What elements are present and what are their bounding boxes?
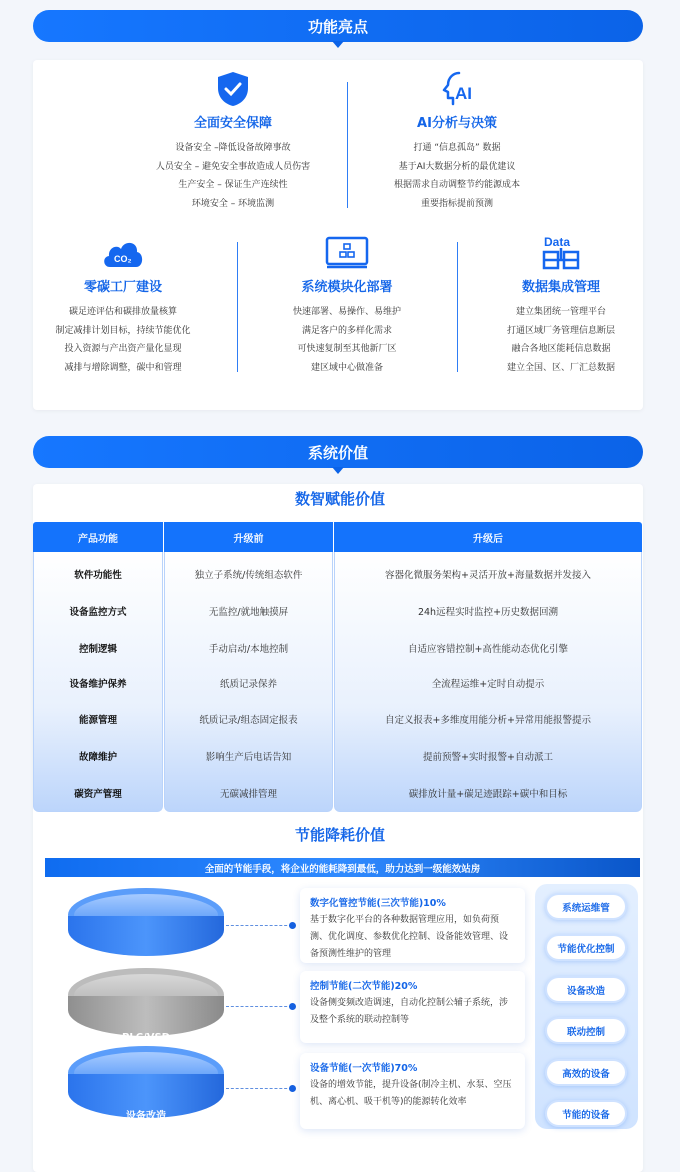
table-cell: 无碳减排管理	[219, 789, 277, 800]
svg-text:Data: Data	[544, 235, 571, 249]
feature-line: 建立全国、区、厂汇总数据	[506, 362, 615, 373]
svg-text:CO₂: CO₂	[114, 254, 132, 264]
feature-title: 全面安全保障	[193, 116, 272, 131]
energy-box-text: 设备的增效节能，提升设备(制冷主机、水泵、空压机、离心机、吸干机等)的能源转化效率	[310, 1080, 512, 1107]
feature-line: 融合各地区能耗信息数据	[511, 344, 611, 354]
svg-text:AI: AI	[455, 84, 472, 103]
feature-modular	[257, 234, 437, 377]
table-cell: 自适应容错控制+高性能动态优化引擎	[408, 644, 568, 655]
energy-box-text: 设备侧变频改造调速，自动化控制公辅子系统，涉及整个系统的联动控制等	[310, 998, 509, 1025]
feature-title: AI分析与决策	[417, 116, 497, 131]
divider	[457, 242, 458, 372]
feature-line: 根据需求自动调整节约能源成本	[393, 180, 520, 190]
feature-ai	[367, 70, 547, 213]
table-cell: 控制逻辑	[78, 644, 117, 655]
data-integration-icon	[537, 234, 585, 272]
energy-box-title: 设备节能(一次节能)70%	[310, 1063, 418, 1074]
energy-box	[300, 888, 525, 963]
connector-line	[226, 925, 292, 926]
feature-security	[143, 70, 323, 213]
table-cell: 软件功能性	[74, 570, 122, 581]
feature-zero-carbon	[33, 234, 213, 377]
features-card	[33, 60, 643, 410]
features-banner	[33, 10, 643, 42]
feature-line: 快速部署、易操作、易维护	[292, 307, 401, 317]
table-cell: 全流程运维+定时自动提示	[431, 679, 545, 690]
comparison-table	[33, 522, 642, 812]
feature-title: 系统模块化部署	[301, 280, 393, 295]
energy-box-title: 控制节能(二次节能)20%	[310, 981, 418, 992]
pill-label: 设备改造	[545, 976, 627, 1003]
pill-column	[535, 884, 638, 1129]
table-cell: 自定义报表+多维度用能分析+异常用能报警提示	[385, 715, 591, 726]
feature-line: 生产安全 – 保证生产连续性	[178, 180, 288, 190]
feature-line: 重要指标提前预测	[420, 198, 493, 209]
pill-label: 高效的设备	[545, 1059, 627, 1086]
table-cell: 故障维护	[78, 752, 117, 763]
feature-line: 打通区域厂务管理信息断层	[506, 325, 615, 336]
table-cell: 设备监控方式	[69, 607, 127, 618]
pill-label: 节能的设备	[545, 1100, 627, 1127]
feature-line: 投入资源与产出资产量化显现	[64, 344, 182, 354]
energy-box-title: 数字化管控节能(三次节能)10%	[310, 898, 446, 909]
feature-line: 减排与增除调整，碳中和管理	[64, 362, 182, 373]
feature-line: 碳足迹评估和碳排放量核算	[68, 307, 177, 317]
table-cell: 手动启动/本地控制	[208, 644, 289, 655]
connector-dot	[289, 1003, 296, 1010]
table-cell: 影响生产后电话告知	[205, 752, 292, 763]
banner-notch	[332, 467, 344, 474]
co2-cloud-icon	[99, 234, 147, 272]
table-cell: 设备维护保养	[69, 679, 127, 690]
divider	[237, 242, 238, 372]
table-cell: 提前预警+实时报警+自动派工	[423, 752, 553, 763]
layer-label: 设备改造	[126, 1111, 166, 1122]
table-cell: 纸质记录/组态固定报表	[199, 715, 298, 726]
table-cell: 能源管理	[78, 715, 117, 726]
energy-box-text: 基于数字化平台的各种数据管理应用，如负荷预测、优化调度、参数优化控制、设备能效管理、设备预测性维护的管理	[310, 915, 509, 959]
table-cell: 容器化微服务架构+灵活开放+海量数据并发接入	[385, 570, 591, 581]
layer-label: 数字化	[131, 957, 161, 968]
feature-line: 基于AI大数据分析的最优建议	[398, 161, 516, 172]
ai-head-icon	[433, 70, 481, 108]
feature-title: 数据集成管理	[521, 280, 600, 295]
layer-label: PLC/VSD	[122, 1032, 170, 1043]
pill-label: 系统运维管	[545, 893, 627, 920]
connector-line	[226, 1006, 292, 1007]
monitor-modules-icon	[323, 234, 371, 272]
feature-line: 建立集团统一管理平台	[515, 307, 606, 317]
energy-banner: 全面的节能手段，将企业的能耗降到最低，助力达到一级能效站房	[45, 858, 640, 877]
banner-notch	[332, 41, 344, 48]
table-title: 数智赋能价值	[294, 490, 385, 508]
connector-line	[226, 1088, 292, 1089]
shield-check-icon	[209, 70, 257, 108]
energy-box	[300, 1053, 525, 1129]
feature-line: 满足客户的多样化需求	[301, 325, 392, 336]
table-cell: 碳排放计量+碳足迹跟踪+碳中和目标	[408, 789, 568, 800]
feature-line: 打通 “信息孤岛” 数据	[413, 143, 501, 153]
features-banner-title: 功能亮点	[307, 17, 368, 36]
feature-title: 零碳工厂建设	[83, 280, 162, 295]
table-cell: 碳资产管理	[74, 789, 122, 800]
table-cell: 纸质记录保养	[219, 679, 277, 690]
feature-line: 环境安全 – 环境监测	[191, 198, 275, 209]
feature-line: 人员安全 – 避免安全事故造成人员伤害	[155, 161, 311, 172]
connector-dot	[289, 1085, 296, 1092]
value-banner-title: 系统价值	[307, 443, 368, 462]
table-cell: 无监控/就地触摸屏	[208, 607, 289, 618]
table-cell: 24h远程实时监控+历史数据回溯	[417, 607, 559, 618]
connector-dot	[289, 922, 296, 929]
table-header-cell: 升级后	[334, 522, 642, 552]
feature-line: 设备安全 –降低设备故障事故	[175, 143, 291, 153]
table-header-cell: 升级前	[164, 522, 333, 552]
pill-label: 节能优化控制	[545, 934, 627, 961]
divider	[347, 82, 348, 208]
feature-line: 可快速复制至其他新厂区	[297, 344, 397, 354]
feature-data	[471, 234, 651, 377]
energy-box	[300, 971, 525, 1043]
pill-label: 联动控制	[545, 1017, 627, 1044]
feature-line: 制定减排计划目标，持续节能优化	[55, 325, 191, 336]
table-cell: 独立子系统/传统组态软件	[194, 570, 303, 581]
energy-title: 节能降耗价值	[294, 826, 385, 844]
value-banner	[33, 436, 643, 468]
feature-line: 建区域中心做准备	[310, 362, 383, 373]
table-header-cell: 产品功能	[33, 522, 163, 552]
